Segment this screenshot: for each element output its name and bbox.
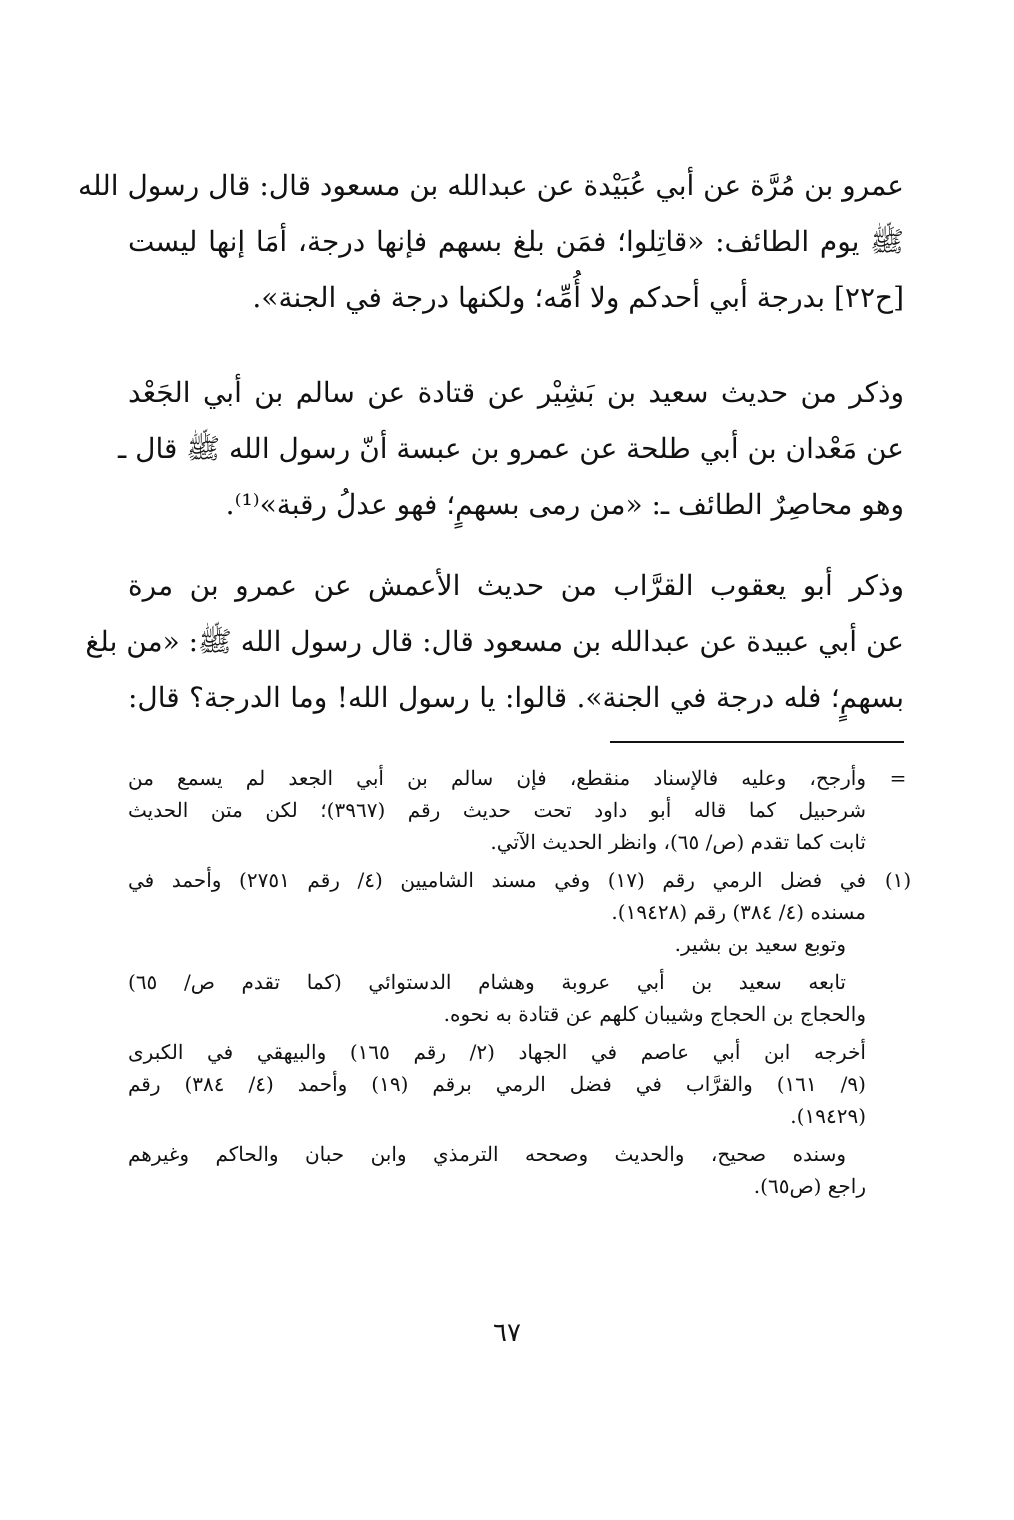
text-line: وهو محاصِرٌ الطائف ـ: «من رمى بسهمٍ؛ فهو عدلُ رقبة»⁽¹⁾.	[225, 488, 904, 521]
text-line: وذكر من حديث سعيد بن بَشِيْر عن قتادة عن سالم بن أبي الجَعْد	[128, 376, 904, 409]
footnote-line: (١٩٤٢٩).	[790, 1104, 866, 1128]
footnote-1	[128, 864, 918, 960]
footnote-line: أخرجه ابن أبي عاصم في الجهاد (٢/ رقم ١٦٥) والبيهقي في الكبرى	[128, 1040, 866, 1064]
footnote-1-takhrij	[128, 1036, 918, 1132]
footnote-line: في فضل الرمي رقم (١٧) وفي مسند الشاميين (٤/ رقم ٢٧٥١) وأحمد في	[128, 868, 867, 892]
footnote-line: (٩/ ١٦١) والقرَّاب في فضل الرمي برقم (١٩) وأحمد (٤/ ٣٨٤) رقم	[128, 1072, 866, 1096]
footnote-line: شرحبيل كما قاله أبو داود تحت حديث رقم (٣٩٦٧)؛ لكن متن الحديث	[128, 798, 866, 822]
footnote-number: (١)	[884, 868, 912, 892]
footnote-continuation	[128, 762, 918, 858]
main-paragraph-2	[118, 365, 904, 533]
footnote-line: راجع (ص٦٥).	[753, 1174, 866, 1198]
text-line: عمرو بن مُرَّة عن أبي عُبَيْدة عن عبدالله بن مسعود قال: قال رسول الله	[77, 169, 904, 202]
footnote-1-tabaahu	[128, 966, 918, 1030]
main-paragraph-1	[77, 158, 904, 326]
footnotes-section	[128, 762, 918, 1208]
footnote-line: وسنده صحيح، والحديث وصححه الترمذي وابن حبان والحاكم وغيرهم	[128, 1142, 846, 1166]
text-line: بسهمٍ؛ فله درجة في الجنة». قالوا: يا رسول الله! وما الدرجة؟ قال:	[128, 681, 904, 714]
main-paragraph-3	[85, 558, 904, 726]
text-line: وذكر أبو يعقوب القرَّاب من حديث الأعمش عن عمرو بن مرة	[128, 569, 904, 602]
footnote-1-grading	[128, 1138, 918, 1202]
footnote-separator	[610, 741, 904, 743]
footnote-line: وتوبع سعيد بن بشير.	[674, 932, 846, 956]
footnote-line: والحجاج بن الحجاج وشيبان كلهم عن قتادة به نحوه.	[443, 1002, 866, 1026]
footnote-line: تابعه سعيد بن أبي عروبة وهشام الدستوائي (كما تقدم ص/ ٦٥)	[128, 970, 846, 994]
footnote-line: مسنده (٤/ ٣٨٤) رقم (١٩٤٢٨).	[611, 900, 866, 924]
text-line: عن مَعْدان بن أبي طلحة عن عمرو بن عبسة أنّ رسول الله ﷺ قال ـ	[118, 432, 904, 465]
page-number: ٦٧	[493, 1318, 521, 1348]
continuation-marker: =	[889, 766, 907, 790]
footnote-line: ثابت كما تقدم (ص/ ٦٥)، وانظر الحديث الآتي.	[490, 830, 866, 854]
text-line: عن أبي عبيدة عن عبدالله بن مسعود قال: قال رسول الله ﷺ: «من بلغ	[85, 625, 904, 658]
text-line: ﷺ يوم الطائف: «قاتِلوا؛ فمَن بلغ بسهم فإنها درجة، أمَا إنها ليست	[128, 225, 904, 258]
footnote-line: وأرجح، وعليه فالإسناد منقطع، فإن سالم بن أبي الجعد لم يسمع من	[128, 766, 866, 790]
text-line: [ح٢٢] بدرجة أبي أحدكم ولا أُمِّه؛ ولكنها درجة في الجنة».	[252, 281, 904, 314]
